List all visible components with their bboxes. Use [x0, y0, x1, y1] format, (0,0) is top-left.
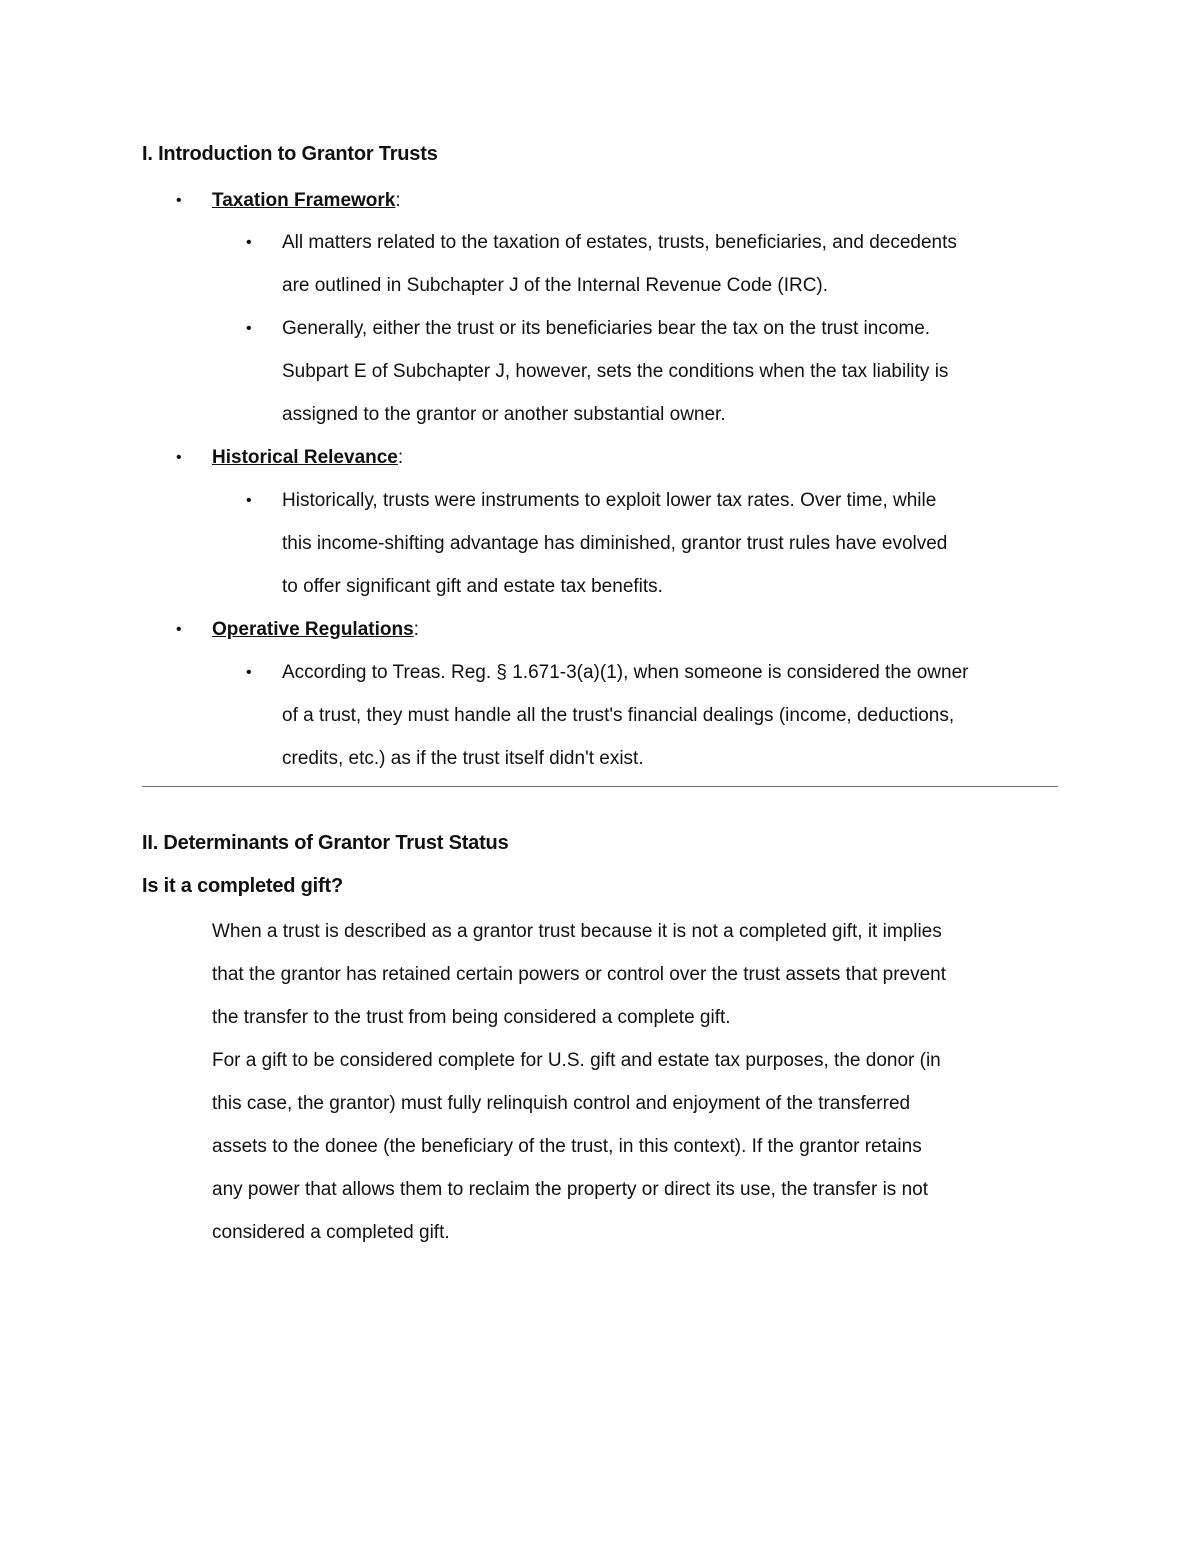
- text-line: Historically, trusts were instruments to exploit lower tax rates. Over time, while: [282, 490, 937, 511]
- bullet-icon: •: [176, 449, 182, 466]
- text-line: considered a completed gift.: [212, 1222, 450, 1243]
- subbullet-text: [282, 479, 1062, 608]
- section-1-title: I. Introduction to Grantor Trusts: [142, 143, 438, 165]
- section-2-title: II. Determinants of Grantor Trust Status: [142, 832, 509, 854]
- bullet-icon: •: [246, 234, 252, 251]
- text-line: credits, etc.) as if the trust itself didn't exist.: [282, 748, 644, 769]
- subbullet-text: [282, 307, 1062, 436]
- subbullet-text: [282, 221, 1062, 307]
- item-label: Historical Relevance: [212, 447, 398, 468]
- text-line: Subpart E of Subchapter J, however, sets the conditions when the tax liability is: [282, 361, 949, 382]
- item-label: Operative Regulations: [212, 619, 414, 640]
- bullet-icon: •: [246, 664, 252, 681]
- text-line: to offer significant gift and estate tax benefits.: [282, 576, 663, 597]
- section-2-subtitle: Is it a completed gift?: [142, 875, 343, 897]
- item-label-suffix: :: [397, 447, 404, 468]
- text-line: this income-shifting advantage has diminished, grantor trust rules have evolved: [282, 533, 948, 554]
- text-line: the transfer to the trust from being considered a complete gift.: [212, 1007, 731, 1028]
- item-label: Taxation Framework: [212, 190, 396, 211]
- subbullet-text: [282, 651, 1062, 780]
- text-line: assigned to the grantor or another substantial owner.: [282, 404, 726, 425]
- bullet-icon: •: [176, 621, 182, 638]
- item-label-suffix: :: [413, 619, 419, 640]
- bullet-text: [212, 608, 419, 651]
- bullet-text: [212, 436, 403, 479]
- bullet-icon: •: [246, 320, 252, 337]
- text-line: that the grantor has retained certain powers or control over the trust assets that prevent: [212, 964, 947, 985]
- text-line: any power that allows them to reclaim the property or direct its use, the transfer is not: [212, 1179, 928, 1200]
- bullet-text: [212, 179, 401, 222]
- text-line: Generally, either the trust or its beneficiaries bear the tax on the trust income.: [282, 318, 931, 339]
- text-line: All matters related to the taxation of estates, trusts, beneficiaries, and decedents: [282, 232, 957, 253]
- text-line: When a trust is described as a grantor trust because it is not a completed gift, it implies: [212, 921, 942, 942]
- text-line: of a trust, they must handle all the trust's financial dealings (income, deductions,: [282, 705, 955, 726]
- text-line: assets to the donee (the beneficiary of the trust, in this context). If the grantor retains: [212, 1136, 922, 1157]
- section-divider: [142, 786, 1058, 787]
- text-line: this case, the grantor) must fully relinquish control and enjoyment of the transferred: [212, 1093, 911, 1114]
- text-line: For a gift to be considered complete for U.S. gift and estate tax purposes, the donor (in: [212, 1050, 941, 1071]
- bullet-icon: •: [246, 492, 252, 509]
- text-line: are outlined in Subchapter J of the Internal Revenue Code (IRC).: [282, 275, 829, 296]
- bullet-icon: •: [176, 192, 182, 209]
- paragraph-2: [212, 1039, 1072, 1254]
- paragraph-1: [212, 910, 1072, 1039]
- text-line: According to Treas. Reg. § 1.671-3(a)(1), when someone is considered the owner: [282, 662, 969, 683]
- item-label-suffix: :: [395, 190, 401, 211]
